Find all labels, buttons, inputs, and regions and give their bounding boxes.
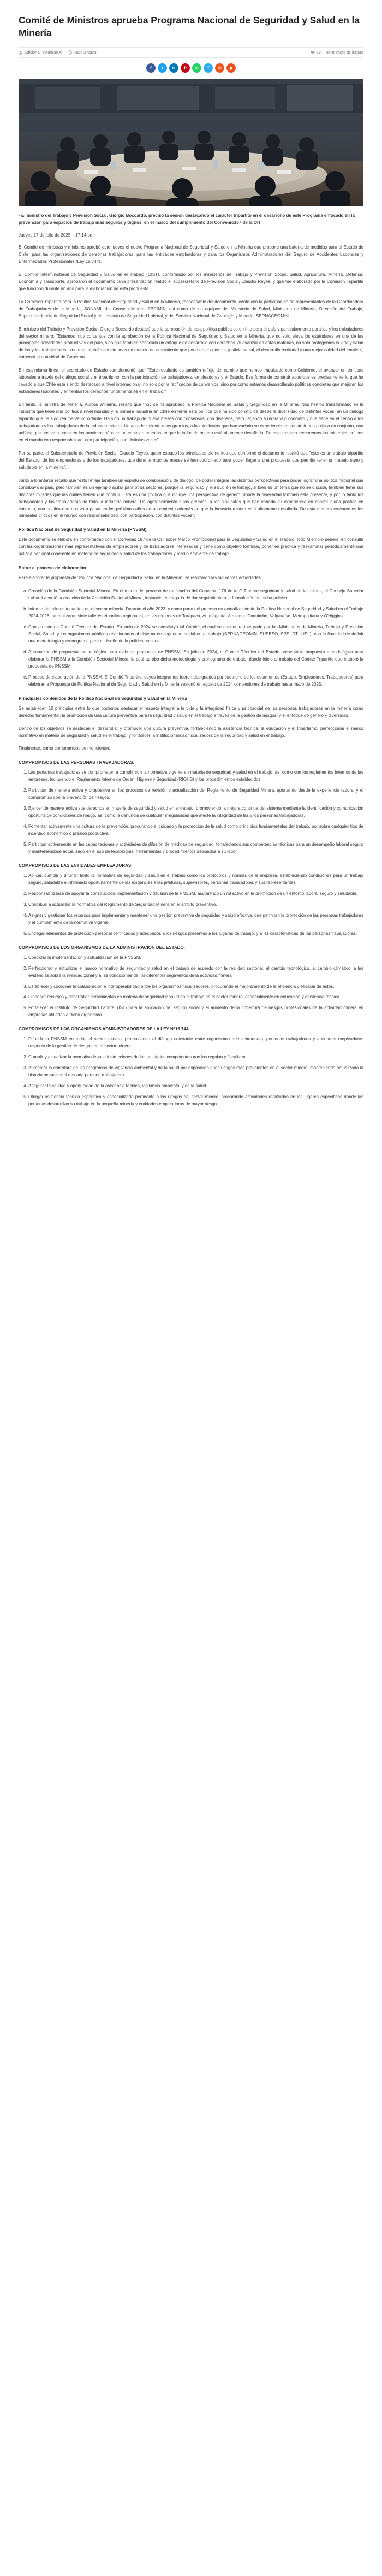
list-item: e. Proceso de elaboración de la PNSSM. El Comité Tripartito, cuyos integrantes fueron designados por cada uno de los estamentos (Estado, Empleadores, Trabajadores) para elaborar la Propuesta de Política Nacional de Seguridad y Salud en la Minería sesionó en agosto de 2024 con sesiones de trabajo hasta mayo de 2025. (28, 674, 363, 688)
meta-edition (19, 50, 62, 55)
list-item: 2. Responsabilizarse de apoyar la construcción, implementación y difusión de la PNSSM, asumiendo un rol activo en la promoción de un entorno laboral seguro y saludable. (28, 891, 363, 898)
list-item: 4. Asegurar la calidad y oportunidad de la asistencia técnica, vigilancia ambiental y de la salud. (28, 1083, 363, 1090)
list-item: 3. Aumentar la cobertura de los programas de vigilancia ambiental y de la salud por exposición a los riesgos más prevalentes en el sector minero, manteniendo actualizada la historia ocupacional de cada persona trabajadora. (28, 1065, 363, 1079)
list-item: 5. Entregar elementos de protección personal certificados y adecuados a los riesgos presentes a los lugares de trabajo, y a las características de las personas trabajadoras. (28, 930, 363, 938)
commitments-heading-employers: COMPROMISOS DE LAS ENTIDADES EMPLEADORAS. (19, 863, 133, 868)
list-item: b. Informe de talleres tripartitos en el sector minería. Durante el año 2023, y como parte del proceso de actualización de la Política Nacional de Seguridad y Salud en el Trabajo 2024-2026, se realizaron siete talleres tripartitos regionales, en las regiones de Tarapacá, Antofagasta, Atacama, Coquimbo, Valparaíso, Metropolitana y O'Higgins. (28, 606, 363, 620)
share-email-button[interactable]: @ (215, 63, 224, 73)
policy-paragraph: Este documento se elabora en conformidad con el Convenio 187 de la OIT sobre Marco Promocional para la Seguridad y Salud en el Trabajo, todo Miembro deberá, en consulta con las organizaciones más representativas de empleadores y de trabajadores interesadas y tiene como objetivo formular, poner en práctica y reexaminar periódicamente una política nacional coherente en materia de seguridad y salud de los trabajadores y medio ambiente de trabajo. (19, 537, 363, 557)
list-item: d. Aprobación de propuesta metodológica para elaborar propuesta de PNSSM. En julio de 2024, el Comité Técnico del Estado presentó la propuesta metodológica para elaborar la PNSSM a la Comisión Sectorial Minera, la cual aprobó dicha metodología y cronograma de trabajo, dando inicio al trabajo del Comité Tripartito que elaboró la propuesta de PNSSM. (28, 649, 363, 670)
meta-edition-label: Edición El Insumiso Al (25, 50, 62, 55)
share-whatsapp-button[interactable]: w (192, 63, 201, 73)
meta-date (68, 50, 97, 55)
share-buttons (19, 63, 363, 73)
commitments-heading-administrators: COMPROMISOS DE LOS ORGANISMOS ADMINISTRADORES DE LA LEY N°16.744. (19, 1027, 190, 1032)
article-paragraph: En esa misma línea, el secretario de Estado complementó que: "Este resultado es también reflejo del camino que hemos impulsado como Gobierno, el avanzar en políticas laborales a través del diálogo social y el tripartismo, con la participación de trabajadores, empleadores y el Estado. Esa forma de construir acuerdos es precisamente lo que ha llevado a que Chile esté siendo destacado a nivel internacional, no solo por la ratificación de convenios, sino por cómo estamos desarrollando políticas concretas que mejoran los estándares laborales y enfrentan los derechos fundamentales en el trabajo." (19, 368, 363, 394)
meta-readtime-label: minutos de lectura (332, 50, 363, 55)
article-photo (19, 79, 363, 206)
article-meta (19, 47, 363, 58)
list-item: 3. Ejercer de manera activa sus derechos en materia de seguridad y salud en el trabajo, promoviendo la mejora continua del sistema mediante la identificación y comunicación oportuna de condiciones de riesgo, así como la denuncia de cualquier irregularidad que afecte la integridad de las y los personas trabajadoras. (28, 805, 363, 820)
share-print-button[interactable]: p (226, 63, 236, 73)
list-item: 5. Otorgar asistencia técnica específica y especializada pertinente a los riesgos del sector minero, procurando actividades realizadas en los lugares específicos donde las personas desarrollan su trabajo en la pequeña minería y entidades empleadoras de mayor riesgo. (28, 1094, 363, 1108)
article-paragraph: El Comité Interministerial de Seguridad y Salud en el Trabajo (CIST), conformado por los ministerios de Trabajo y Previsión Social, Salud, Agricultura, Minería, Defensa, Economía y Transporte, aprobaron el documento cuya presentación realizó el subsecretario de Previsión Social, Claudio Reyes, y que fue elaborado por la Comisión Tripartita que funcionó durante un año para la elaboración de esta propuesta. (19, 272, 363, 291)
meta-readtime (326, 50, 363, 55)
list-item: 3. Establecer y coordinar la colaboración e interoperabilidad entre los organismos fiscalizadores, procurando el mejoramiento de la eficiencia y eficacia de estos. (28, 983, 363, 991)
lede-bullet-icon: • (19, 213, 22, 219)
meta-date-label: Hace 3 horas (73, 50, 97, 55)
commitments-list-employers (19, 873, 363, 938)
user-icon (19, 50, 23, 55)
section-heading-process: Sobre el proceso de elaboración (19, 565, 86, 571)
comment-icon (311, 50, 315, 55)
process-list (19, 588, 363, 688)
share-linkedin-button[interactable]: in (169, 63, 178, 73)
page-title: Comité de Ministros aprueba Programa Nacional de Seguridad y Salud en la Minería (19, 15, 360, 39)
process-intro: Para elaborar la propuesta de "Política Nacional de Seguridad y Salud en la Minería", se realizaron las siguientes actividades: (19, 575, 262, 581)
commitments-list-administrators (19, 1036, 363, 1108)
meta-comments (311, 50, 321, 55)
list-item: 1. Controlar la implementación y actualización de la PNSSM. (28, 954, 363, 962)
commitments-heading-state: COMPROMISOS DE LOS ORGANISMOS DE LA ADMINISTRACIÓN DEL ESTADO. (19, 945, 185, 950)
commitments-list-workers (19, 769, 363, 856)
article-paragraph: La Comisión Tripartita para la Política Nacional de Seguridad y Salud en la Minería, responsable del documento, contó con la participación de representantes de la Coordinadora de Trabajadores de la Minería, SONAMI, del Consejo Minero, APRIMIN, así como de los equipos del Ministerio de Salud, Ministerio de Minería, Dirección del Trabajo, Superintendencia de Seguridad Social y del Instituto de Seguridad Laboral, y del Servicio Nacional de Geología y Minería, SERNAGEOMIN. (19, 299, 363, 319)
share-twitter-button[interactable]: t (158, 63, 167, 73)
contents-paragraph: Finalmente, como compromisos se mencionan: (19, 746, 110, 751)
list-item: 4. Disponer recursos y desarrollar herramientas en materia de seguridad y salud en el trabajo en el sector minero, especialmente en educación y asistencia técnica. (28, 994, 363, 1001)
list-item: 2. Cumplir y actualizar la normativa legal e instrucciones de las entidades competentes que los regulan y fiscalizan. (28, 1054, 363, 1061)
contents-paragraph: Dentro de los objetivos se destacan el desarrollar y promover una cultura preventiva, fortaleciendo la asistencia técnica, la educación y el tripartismo; perfeccionar el marco normativo en materia de seguridad y salud en el trabajo; y fortalecer la institucionalidad fiscalizadora de la seguridad y salud en el trabajo. (19, 726, 363, 738)
lede-text: El ministro del Trabajo y Previsión Social, Giorgio Boccardo, precisó la sesión destacando el carácter tripartito en el desarrollo de este Programa enfocado en la prevención para espacios de trabajo más seguros y dignos, en el marco del cumplimiento del Convenio187 de la OIT (19, 213, 355, 225)
list-item: c. Constitución de Comité Técnico del Estado. En junio de 2024 se constituyó tal Comité, el cual se encuentra integrado por los Ministerios de Minería, Trabajo y Previsión Social, Salud, y los organismos públicos relacionados al sistema de seguridad social en el trabajo (SERNAGEOMIN, SUSESO, SPS, DT e ISL), con la finalidad de definir una metodología y cronograma para el diseño de la política nacional. (28, 624, 363, 645)
list-item: 3. Contribuir a actualizar la normativa del Reglamento de Seguridad Minera en el ámbito preventivo. (28, 901, 363, 909)
list-item: 4. Asignar y gestionar los recursos para implementar y mantener una gestión preventiva de seguridad y salud efectiva, que permitan la protección de las personas trabajadoras y el cumplimiento de la normativa vigente. (28, 912, 363, 927)
book-icon (326, 50, 331, 55)
article-paragraph: Junto a lo anterior recalló que "esto refleja también un espíritu de colaboración, de diálogo, de poder integrar las distintas perspectivas para poder lograr una política nacional que contribuya al país, pero también es un ejemplo ajutar para otros sectores, porque la seguridad y el salud en el trabajo, si bien es un tema que no se discute, también tiene sus distintas miradas que las cuales tienen que confluir. Esta es una política que incluye una perspectiva de género, donde la diversidad también está presente, y por lo tanto los trabajadores y las trabajadoras de toda la industria minera. Un agradecimiento a los gremios, a los sindicatos que han variado su experiencia en construir una política en conjunto, una política que nos va a pasar en los próximos años en un contexto además en que la industria minera está altamente desafiada. De esta manera crecaremos los minerales críticos en el mundo con responsabilidad, con participación, con distintas voces". (19, 478, 363, 518)
commitments-list-state (19, 954, 363, 1019)
section-heading-policy: Política Nacional de Seguridad y Salud en la Minería (PNSSM). (19, 527, 148, 533)
list-item: 5. Participar activamente en las capacitaciones y actividades de difusión de medidas de seguridad, fortaleciendo sus competencias técnicas para un desempeño laboral seguro y manteniéndose actualizado en el uso de tecnologías, herramientas y procedimientos asociados a su labor. (28, 841, 363, 856)
contents-paragraph: Se establecen 10 principios entre lo que podemos destacar el respeto integral a la vida y la integridad física y psicosocial de las personas trabajadoras en la minería como derecho fundamental; la promoción de una cultura preventiva para la seguridad y salud en el trabajo a través de la gestión de riesgos; y el enfoque de género y diversidad. (19, 705, 363, 718)
article-paragraph: Por su parte, el Subsecretario de Previsión Social, Claudio Reyes, quien expuso los principales elementos que conforme el documento resaltó que "este es un trabajo tripartito del Estado, de los empleadores y de los trabajadores, que durante muchos meses se han coordinado para poder llegar a una propuesta que permita tener un trabajo sano y saludable en la minería". (19, 450, 363, 470)
list-item: 2. Perfeccionar y actualizar el marco normativo de seguridad y salud en el trabajo de acuerdo con la realidad sectorial, al cambio tecnológico, al cambio climático, a las evidencias sobre la realidad zonal y a las condiciones de los diferentes segmentos de la actividad minera. (28, 965, 363, 980)
list-item: 1. Difundir la PNSSM en todos el sector minero, promoviendo el diálogo constante entre organismos administradores, personas trabajadoras y entidades empleadoras respecto de la gestión de riesgos en el sector minero. (28, 1036, 363, 1050)
clock-icon (68, 50, 72, 55)
list-item: 2. Participar de manera activa y propositiva en los procesos de revisión y actualización del Reglamento de Seguridad Minera, aportando desde la experiencia laboral y el compromiso con la prevención de riesgos. (28, 787, 363, 801)
list-item: 4. Fomentar activamente una cultura de la prevención, procurando el cuidado y la promoción de la salud como principios fundamentales del trabajo, por sobre cualquier tipo de incentivo económico o presión productiva. (28, 823, 363, 838)
list-item: 1. Las personas trabajadoras se comprometen a cumplir con la normativa vigente en materia de seguridad y salud en el trabajo, así como con los reglamentos internos de las empresas, incluyendo el Reglamento Interno de Orden, Higiene y Seguridad (RIOHS) y los procedimientos establecidos. (28, 769, 363, 783)
article-paragraph: En tanto, la ministra de Minería, Aurora Williams, resaltó que "hoy se ha aprobado la Política Nacional de Salud y Seguridad en la Minería. Nos hemos transformado en la industria que tiene una política a nivel mundial y la primera industria en Chile en tener esta política que ha sido construida desde la diversidad de distintas voces, en un diálogo tripartito que ha sido realmente importante. Ha sido un trabajo de nueve meses con consensos, con disensos, pero llegando a un trabajo concreto y que tiene en el centro a los trabajadores y las trabajadoras de la industria minera. Un agradecimiento a los gremios, a los sindicatos que han variado su experiencia en construir una política en conjunto, una política que nos va a pasar en los próximos años en un contexto además en que la industria minera está altamente desafiada. De esta manera crecaremos los minerales críticos en el mundo con responsabilidad, con participación, con distintas voces". (19, 402, 363, 443)
meta-comments-count: 12 (317, 50, 321, 55)
share-facebook-button[interactable]: f (146, 63, 156, 73)
article-paragraph: El ministro del Trabajo y Previsión Social, Giorgio Boccardo destacó que la aprobación de esta política pública es un hito para el país y particularmente para las y los trabajadores del sector minero: "Estamos muy contentos con la aprobación de la Política Nacional de Seguridad y Salud en la Minería, que no solo eleva los estándares en una de las principales actividades productivas del país, sino que también consolida un enfoque de desarrollo con derechos. Al avanzar en estas materias, no solo protegemos la vida y salud de las y los trabajadores, sino que también construimos un modelo de crecimiento que pone en el centro la justicia social, el desarrollo territorial y una mejor calidad del empleo", comentó la autoridad de Gobierno. (19, 326, 363, 360)
list-item: 5. Fortalecer el Instituto de Seguridad Laboral (ISL) para la aplicación del seguro social y el aumento de la cobertura de riesgos profesionales de la actividad minera en empresas afiliadas a dicho organismo. (28, 1005, 363, 1019)
share-telegram-button[interactable]: T (204, 63, 213, 73)
list-item: a. Creación de la Comisión Sectorial Minera. En el marco del proceso de ratificación del Convenio 176 de la OIT sobre seguridad y salud en las minas, el Consejo Superior Laboral acordó la creación de la Comisión Sectorial Minera, instancia encargada de dar seguimiento a la formulación de dicha política. (28, 588, 363, 602)
commitments-heading-workers: COMPROMISOS DE LAS PERSONAS TRABAJADORAS. (19, 760, 135, 765)
share-pinterest-button[interactable]: P (181, 63, 190, 73)
list-item: 1. Aplicar, cumplir y difundir tanto la normativa de seguridad y salud en el trabajo como los protocolos y normas de la empresa, estableciendo condiciones para un trabajo seguro, saludable e informado oportunamente de las exigencias a las jefaturas, supervisores, personas trabajadoras y sus representantes. (28, 873, 363, 887)
section-heading-contents: Principales contenidos de la Política Nacional de Seguridad y Salud en la Minería (19, 695, 187, 701)
article-page (0, 0, 382, 1130)
article-paragraph: El Comité de ministras y ministros aprobó este jueves el nuevo Programa Nacional de Seguridad y Salud en la Minería que propone una batería de medidas para el Estado de Chile, para las organizaciones de personas trabajadoras, para las entidades empleadoras y para los Organismos Administradores del Seguro de Accidentes Laborales y Enfermedades Profesionales (Ley 16.744). (19, 244, 363, 264)
article-lede (19, 213, 363, 226)
article-dateline: Jueves 17 de julio de 2025 – 17:14 pm.- (19, 232, 97, 238)
